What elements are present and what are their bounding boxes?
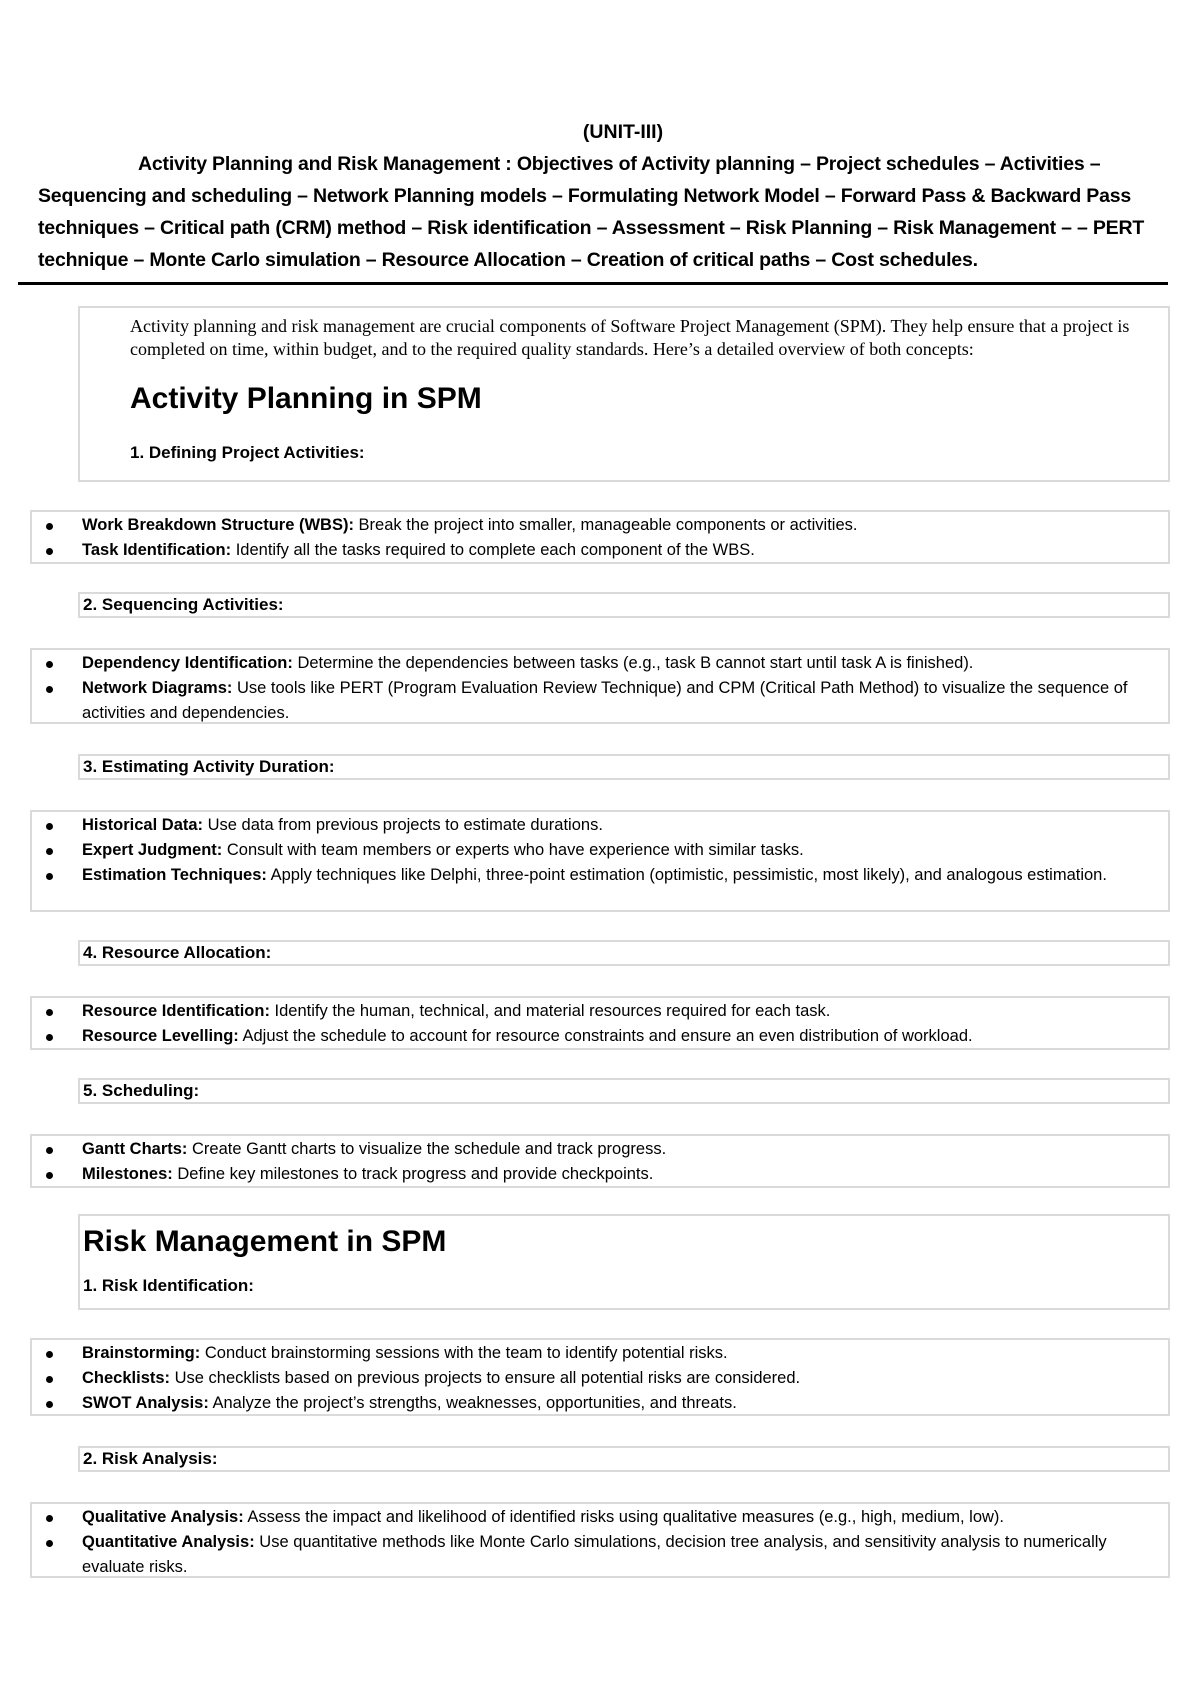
bullet-list-box: [30, 1502, 1170, 1578]
bullet-list: [32, 650, 1168, 726]
bullet-icon: [46, 661, 53, 668]
bullet-list: [32, 512, 1168, 563]
bullet-icon: [46, 1034, 53, 1041]
bullet-icon: [46, 1376, 53, 1383]
bullet-list-box: [30, 1134, 1170, 1188]
list-item: Resource Levelling: Adjust the schedule to account for resource constraints and ensure an even distribution of workload.: [32, 1024, 1168, 1049]
section-title-box: [78, 592, 1170, 618]
section-title-box: [78, 940, 1170, 966]
bullet-list: [32, 812, 1168, 888]
bullet-icon: [46, 823, 53, 830]
intro-paragraph: Activity planning and risk management are crucial components of Software Project Management (SPM). They help ensure that a project is completed on time, within budget, and to the required quality standards. Here’s a detailed overview of both concepts:: [130, 316, 1130, 359]
header-divider: [18, 282, 1168, 285]
list-item: Dependency Identification: Determine the dependencies between tasks (e.g., task B cannot start until task A is finished).: [32, 651, 1168, 676]
list-item: Qualitative Analysis: Assess the impact and likelihood of identified risks using qualitative measures (e.g., high, medium, low).: [32, 1505, 1168, 1530]
list-item: Network Diagrams: Use tools like PERT (Program Evaluation Review Technique) and CPM (Critical Path Method) to visualize the sequence of activities and dependencies.: [32, 676, 1168, 726]
bullet-icon: [46, 548, 53, 555]
bullet-icon: [46, 1172, 53, 1179]
bullet-icon: [46, 523, 53, 530]
section-title: 2. Sequencing Activities:: [83, 595, 284, 614]
list-item: Work Breakdown Structure (WBS): Break the project into smaller, manageable components or activities.: [32, 513, 1168, 538]
bullet-list-box: [30, 996, 1170, 1050]
bullet-list-box: [30, 810, 1170, 912]
section-title-box: [78, 754, 1170, 780]
section-title: 1. Risk Identification:: [83, 1276, 254, 1295]
section-title: 1. Defining Project Activities:: [130, 443, 365, 462]
list-item: Checklists: Use checklists based on previous projects to ensure all potential risks are considered.: [32, 1366, 1168, 1391]
list-item: Task Identification: Identify all the tasks required to complete each component of the WBS.: [32, 538, 1168, 563]
section-title: 5. Scheduling:: [83, 1081, 200, 1100]
unit-syllabus: Activity Planning and Risk Management : Objectives of Activity planning – Project schedules – Activities – Sequencing and scheduling – Network Planning models – Formulating Network Model – Forward Pass & Backward Pass techniques – Critical path (CRM) method – Risk identification – Assessment – Risk Planning – Risk Management – – PERT technique – Monte Carlo simulation – Resource Allocation – Creation of critical paths – Cost schedules.: [38, 153, 1145, 271]
section-title: 3. Estimating Activity Duration:: [83, 757, 335, 776]
bullet-list: [32, 1136, 1168, 1187]
unit-title: (UNIT-III): [582, 121, 664, 143]
list-item: Quantitative Analysis: Use quantitative methods like Monte Carlo simulations, decision tree analysis, and sensitivity analysis to numerically evaluate risks.: [32, 1530, 1168, 1580]
risk-management-heading: Risk Management in SPM: [83, 1225, 447, 1258]
list-item: SWOT Analysis: Analyze the project’s strengths, weaknesses, opportunities, and threats.: [32, 1391, 1168, 1416]
bullet-icon: [46, 1401, 53, 1408]
bullet-icon: [46, 1515, 53, 1522]
bullet-icon: [46, 1540, 53, 1547]
list-item: Historical Data: Use data from previous projects to estimate durations.: [32, 813, 1168, 838]
document-header: [38, 116, 1168, 276]
bullet-icon: [46, 686, 53, 693]
list-item: Estimation Techniques: Apply techniques like Delphi, three-point estimation (optimistic, pessimistic, most likely), and analogous estimation.: [32, 863, 1168, 888]
bullet-list-box: [30, 1338, 1170, 1416]
list-item: Gantt Charts: Create Gantt charts to visualize the schedule and track progress.: [32, 1137, 1168, 1162]
risk-heading-block: [78, 1214, 1170, 1310]
activity-planning-heading: Activity Planning in SPM: [130, 382, 482, 415]
bullet-icon: [46, 1147, 53, 1154]
list-item: Milestones: Define key milestones to track progress and provide checkpoints.: [32, 1162, 1168, 1187]
bullet-icon: [46, 1351, 53, 1358]
bullet-icon: [46, 873, 53, 880]
section-title: 4. Resource Allocation:: [83, 943, 272, 962]
bullet-list: [32, 998, 1168, 1049]
intro-block: [78, 306, 1170, 482]
bullet-list: [32, 1504, 1168, 1580]
section-title-box: [78, 1078, 1170, 1104]
bullet-list: [32, 1340, 1168, 1416]
list-item: Brainstorming: Conduct brainstorming sessions with the team to identify potential risks.: [32, 1341, 1168, 1366]
bullet-icon: [46, 1009, 53, 1016]
list-item: Resource Identification: Identify the human, technical, and material resources required for each task.: [32, 999, 1168, 1024]
bullet-list-box: [30, 510, 1170, 564]
section-title: 2. Risk Analysis:: [83, 1449, 218, 1468]
section-title-box: [78, 1446, 1170, 1472]
bullet-list-box: [30, 648, 1170, 724]
list-item: Expert Judgment: Consult with team members or experts who have experience with similar tasks.: [32, 838, 1168, 863]
bullet-icon: [46, 848, 53, 855]
